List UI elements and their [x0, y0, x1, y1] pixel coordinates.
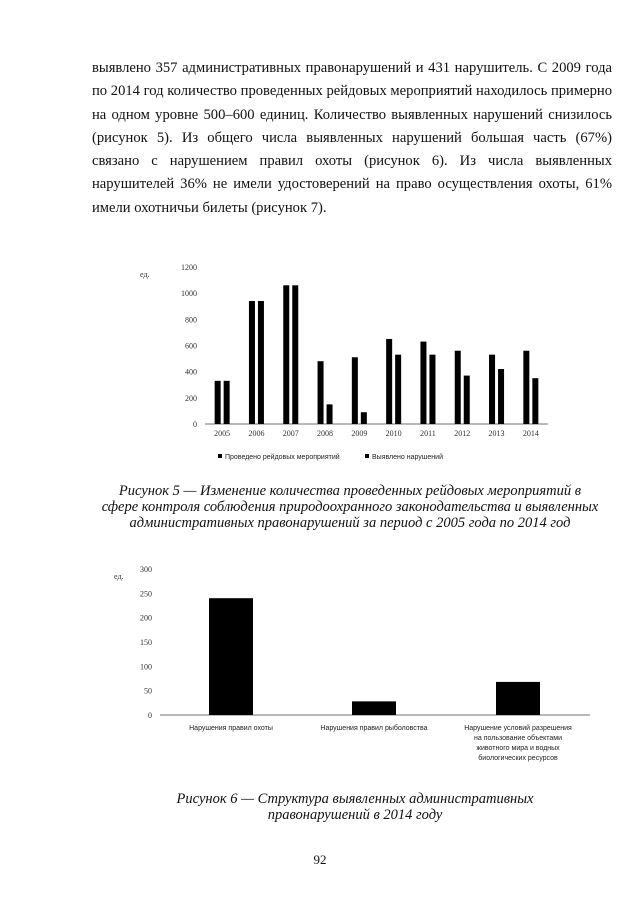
- x-axis-ticks: [214, 429, 539, 438]
- x-tick-label: 2005: [214, 429, 231, 438]
- y-tick-label: 0: [193, 420, 197, 429]
- bar: [496, 682, 540, 715]
- y-axis-ticks: [114, 565, 152, 720]
- figure-5-caption: Рисунок 5 — Изменение количества проведенных рейдовых мероприятий в сфере контроля соблюдения природоохранного законодательства и выявленных административных правонарушений за период с 2005 года по 2014 год: [101, 483, 599, 531]
- bar-raids: [249, 301, 255, 424]
- bar-raids: [386, 339, 392, 424]
- bar: [209, 598, 253, 715]
- legend-swatch: [218, 454, 222, 458]
- chart-violation-structure: [0, 560, 640, 775]
- chart-raids-violations: [0, 255, 640, 470]
- bar-violations: [395, 355, 401, 424]
- y-axis-ticks: [140, 263, 197, 429]
- category-label: Нарушение условий разрешения на пользование объектами животного мира и водных биологических ресурсов: [464, 725, 572, 762]
- body-paragraph: выявлено 357 административных правонарушений и 431 нарушитель. С 2009 года по 2014 год количество проведенных рейдовых мероприятий находилось примерно на одном уровне 500–600 единиц. Количество выявленных нарушений снизилось (рисунок 5). Из общего числа выявленных нарушений большая часть (67%) связано с нарушением правил охоты (рисунок 6). Из числа выявленных нарушителей 36% не имели удостоверений на право осуществления охоты, 61% имели охотничьи билеты (рисунок 7).: [92, 60, 612, 216]
- bar-raids: [523, 351, 529, 424]
- bar-violations: [464, 376, 470, 424]
- bar-violations: [361, 412, 367, 424]
- bar-violations: [498, 369, 504, 424]
- y-unit-label: ед.: [140, 270, 150, 279]
- y-tick-label: 600: [185, 341, 197, 351]
- y-tick-label: 400: [185, 367, 197, 377]
- figure-6-caption: Рисунок 6 — Структура выявленных административных правонарушений в 2014 году: [176, 791, 534, 823]
- y-tick-label: 300: [140, 565, 152, 574]
- page-number: 92: [313, 852, 327, 867]
- y-tick-label: 800: [185, 315, 197, 325]
- bars: [215, 285, 539, 424]
- category-label: Нарушения правил охоты: [189, 725, 273, 732]
- y-tick-label: 100: [140, 662, 152, 672]
- y-tick-label: 200: [185, 393, 197, 403]
- y-tick-label: 250: [140, 589, 152, 599]
- legend: [218, 453, 443, 461]
- x-tick-label: 2013: [488, 429, 505, 438]
- bar-violations: [224, 381, 230, 424]
- bar-raids: [215, 381, 221, 424]
- bar-violations: [327, 404, 333, 424]
- legend-label: Проведено рейдовых мероприятий: [225, 454, 340, 461]
- x-tick-label: 2014: [522, 429, 539, 438]
- bar-violations: [292, 285, 298, 424]
- legend-label: Выявлено нарушений: [372, 454, 443, 461]
- x-tick-label: 2012: [454, 429, 471, 438]
- bar-violations: [429, 355, 435, 424]
- bar: [352, 701, 396, 715]
- bar-raids: [420, 342, 426, 424]
- y-tick-label: 1000: [181, 289, 197, 299]
- bars: [209, 598, 540, 715]
- category-label: Нарушения правил рыболовства: [320, 725, 428, 732]
- legend-swatch: [365, 454, 369, 458]
- x-tick-label: 2007: [282, 429, 299, 438]
- y-tick-label: 0: [148, 711, 152, 720]
- category-labels: [189, 724, 572, 762]
- bar-violations: [258, 301, 264, 424]
- y-tick-label: 50: [144, 686, 152, 696]
- bar-raids: [489, 355, 495, 424]
- y-tick-label: 200: [140, 613, 152, 623]
- bar-raids: [455, 351, 461, 424]
- y-tick-label: 1200: [181, 263, 197, 272]
- x-tick-label: 2011: [420, 429, 436, 438]
- bar-raids: [352, 357, 358, 424]
- bar-raids: [283, 285, 289, 424]
- x-tick-label: 2010: [385, 429, 402, 438]
- y-unit-label: ед.: [114, 572, 124, 581]
- y-tick-label: 150: [140, 638, 152, 647]
- bar-raids: [318, 361, 324, 424]
- x-tick-label: 2009: [351, 429, 368, 438]
- x-tick-label: 2008: [317, 429, 334, 438]
- bar-violations: [532, 378, 538, 424]
- x-tick-label: 2006: [248, 429, 265, 438]
